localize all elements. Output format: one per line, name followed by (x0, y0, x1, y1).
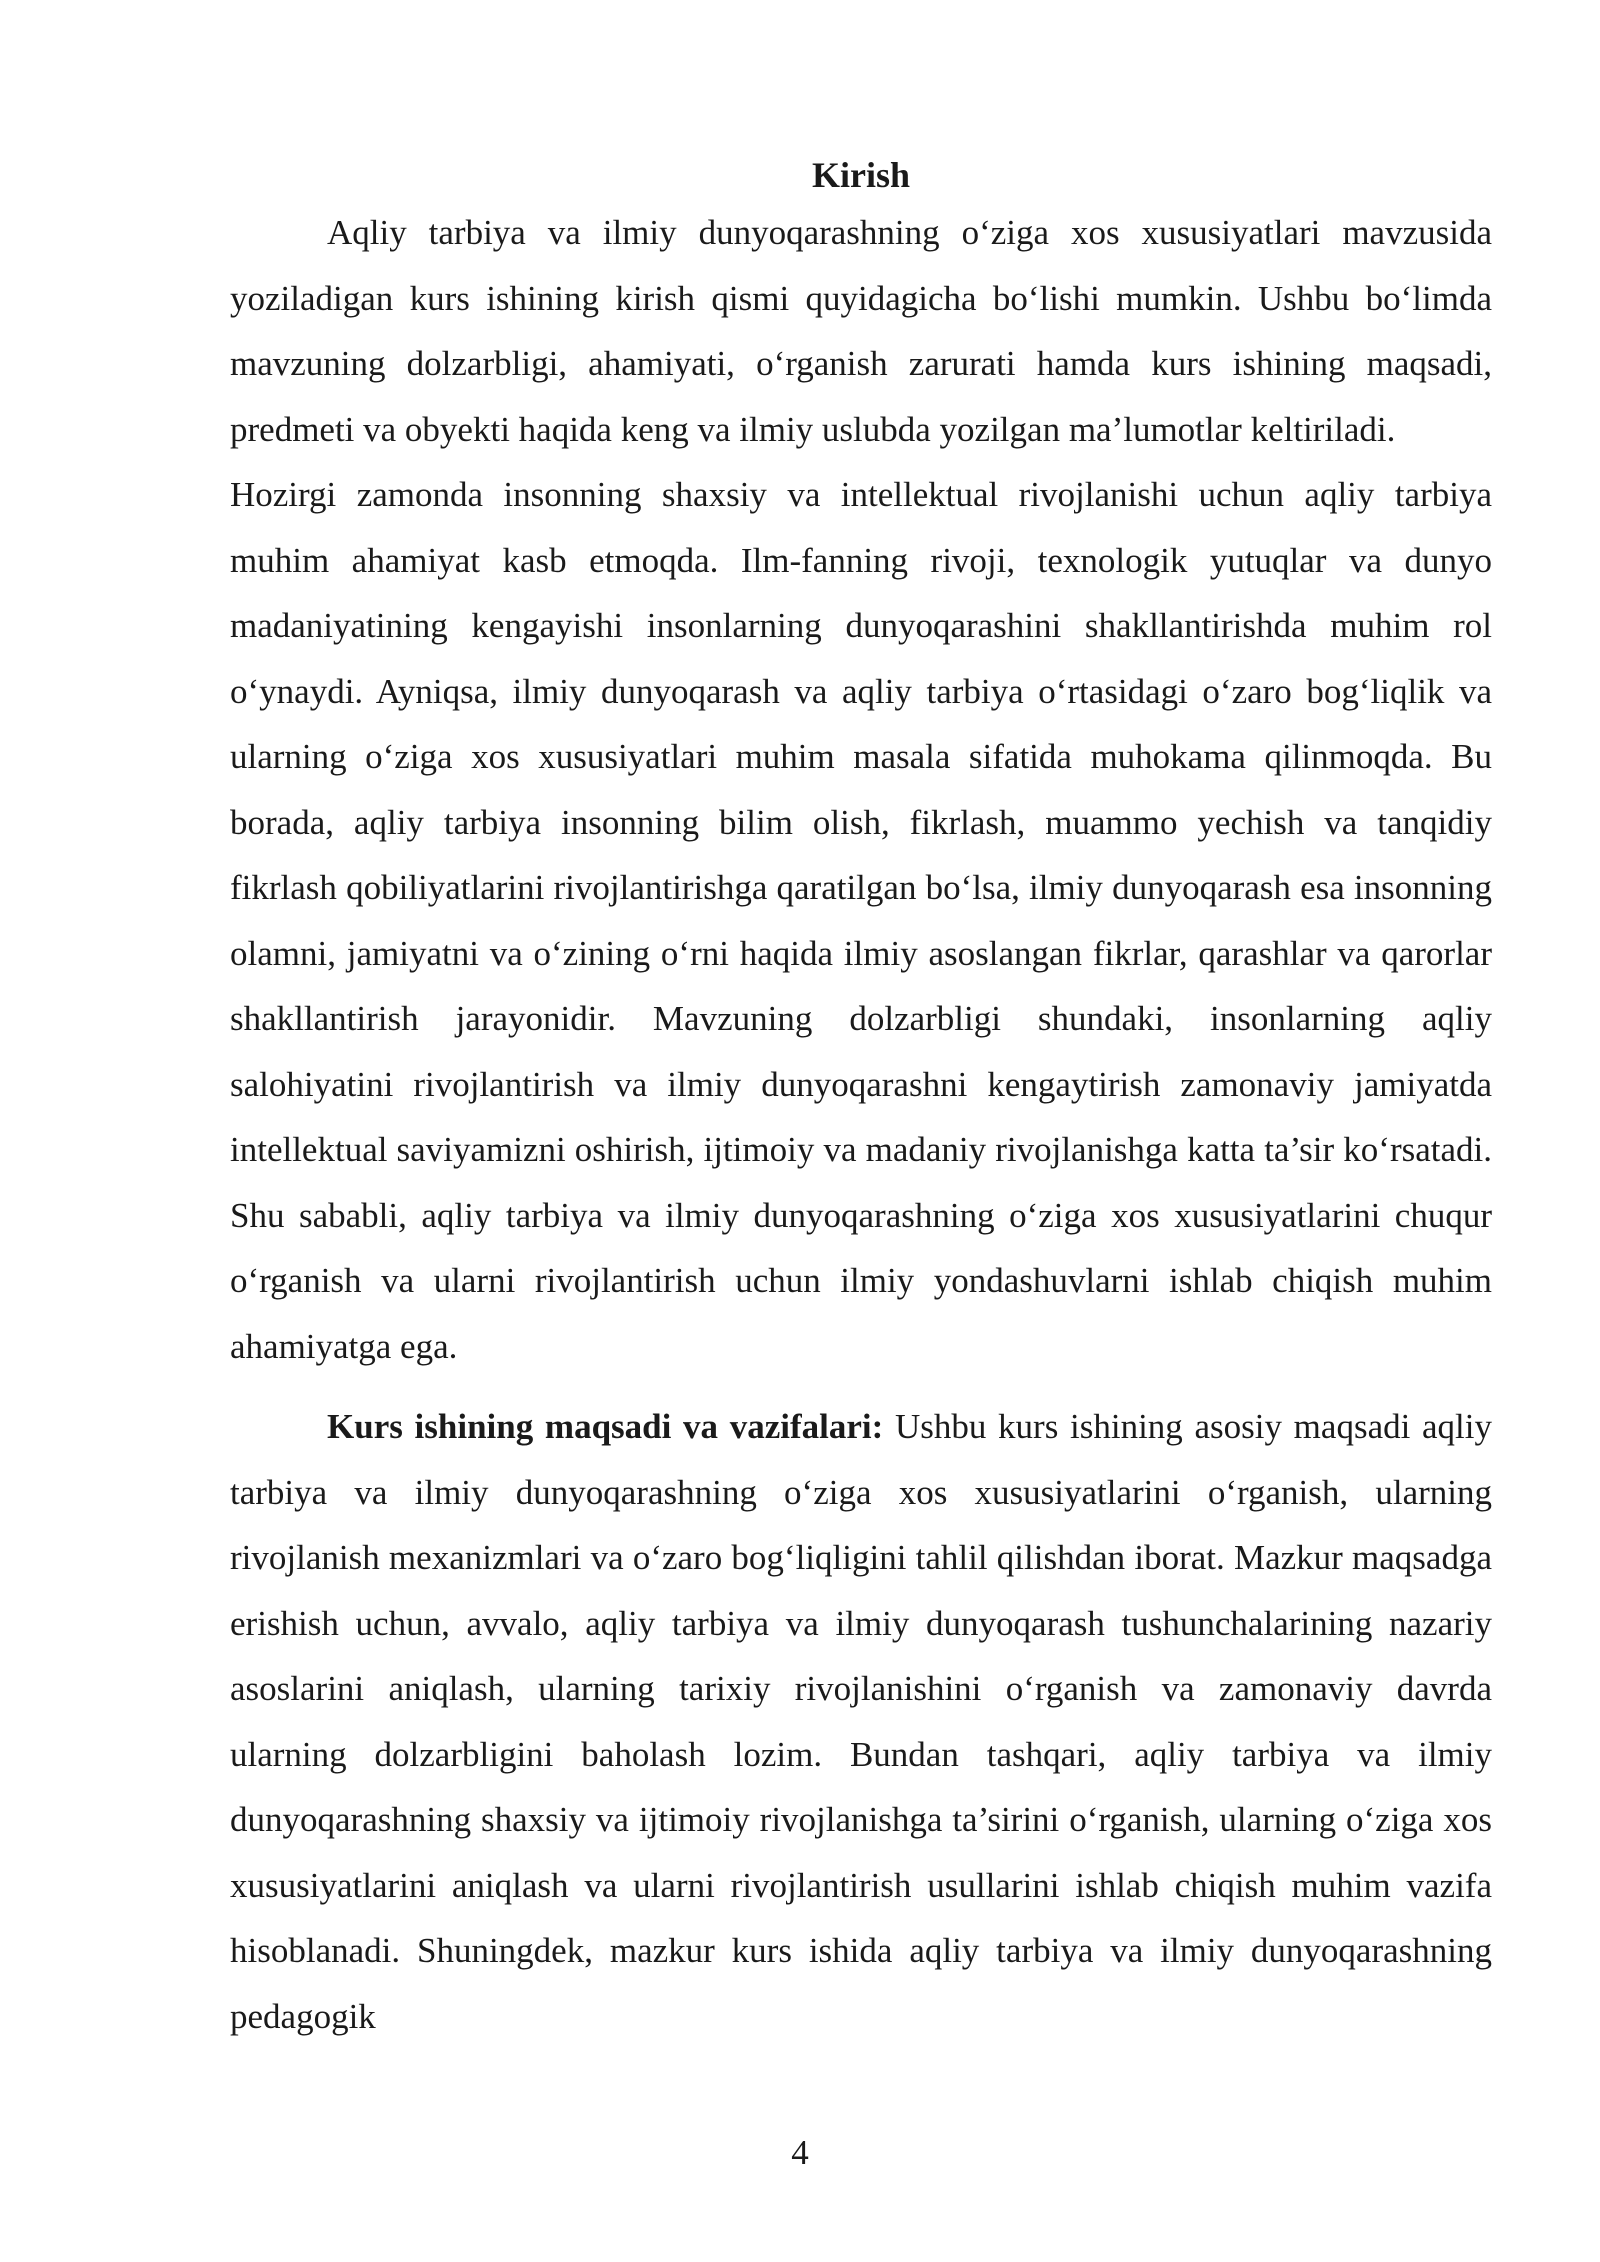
document-page (230, 150, 1492, 2049)
section-title: Kirish (811, 155, 910, 195)
goals-heading: Kurs ishining maqsadi va vazifalari: (327, 1407, 884, 1446)
page-number: 4 (791, 2133, 809, 2172)
intro-paragraph: Aqliy tarbiya va ilmiy dunyoqarashning o‘ziga xos xususiyatlari mavzusida yoziladigan kurs ishining kirish qismi quyidagicha bo‘lishi mumkin. Ushbu bo‘limda mavzuning dolzarbligi, ahamiyati, o‘rganish zarurati hamda kurs ishining maqsadi, predmeti va obyekti haqida keng va ilmiy uslubda yozilgan ma’lumotlar keltiriladi. (230, 213, 1492, 449)
relevance-paragraph: Hozirgi zamonda insonning shaxsiy va intellektual rivojlanishi uchun aqliy tarbiya muhim ahamiyat kasb etmoqda. Ilm-fanning rivoji, texnologik yutuqlar va dunyo madaniyatining kengayishi insonlarning dunyoqarashini shakllantirishda muhim rol o‘ynaydi. Ayniqsa, ilmiy dunyoqarash va aqliy tarbiya o‘rtasidagi o‘zaro bog‘liqlik va ularning o‘ziga xos xususiyatlari muhim masala sifatida muhokama qilinmoqda. Bu borada, aqliy tarbiya insonning bilim olish, fikrlash, muammo yechish va tanqidiy fikrlash qobiliyatlarini rivojlantirishga qaratilgan bo‘lsa, ilmiy dunyoqarash esa insonning olamni, jamiyatni va o‘zining o‘rni haqida ilmiy asoslangan fikrlar, qarashlar va qarorlar shakllantirish jarayonidir. Mavzuning dolzarbligi shundaki, insonlarning aqliy salohiyatini rivojlantirish va ilmiy dunyoqarashni kengaytirish zamonaviy jamiyatda intellektual saviyamizni oshirish, ijtimoiy va madaniy rivojlanishga katta ta’sir ko‘rsatadi. Shu sababli, aqliy tarbiya va ilmiy dunyoqarashning o‘ziga xos xususiyatlarini chuqur o‘rganish va ularni rivojlantirish uchun ilmiy yondashuvlarni ishlab chiqish muhim ahamiyatga ega. (230, 475, 1492, 1366)
goals-body: Ushbu kurs ishining asosiy maqsadi aqliy tarbiya va ilmiy dunyoqarashning o‘ziga xos xususiyatlarini o‘rganish, ularning rivojlanish mexanizmlari va o‘zaro bog‘liqligini tahlil qilishdan iborat. Mazkur maqsadga erishish uchun, avvalo, aqliy tarbiya va ilmiy dunyoqarash tushunchalarining nazariy asoslarini aniqlash, ularning tarixiy rivojlanishini o‘rganish va zamonaviy davrda ularning dolzarbligini baholash lozim. Bundan tashqari, aqliy tarbiya va ilmiy dunyoqarashning shaxsiy va ijtimoiy rivojlanishga ta’sirini o‘rganish, ularning o‘ziga xos xususiyatlarini aniqlash va ularni rivojlantirish usullarini ishlab chiqish muhim vazifa hisoblanadi. Shuningdek, mazkur kurs ishida aqliy tarbiya va ilmiy dunyoqarashning pedagogik (230, 1407, 1492, 2036)
goals-paragraph (230, 1394, 1492, 2049)
